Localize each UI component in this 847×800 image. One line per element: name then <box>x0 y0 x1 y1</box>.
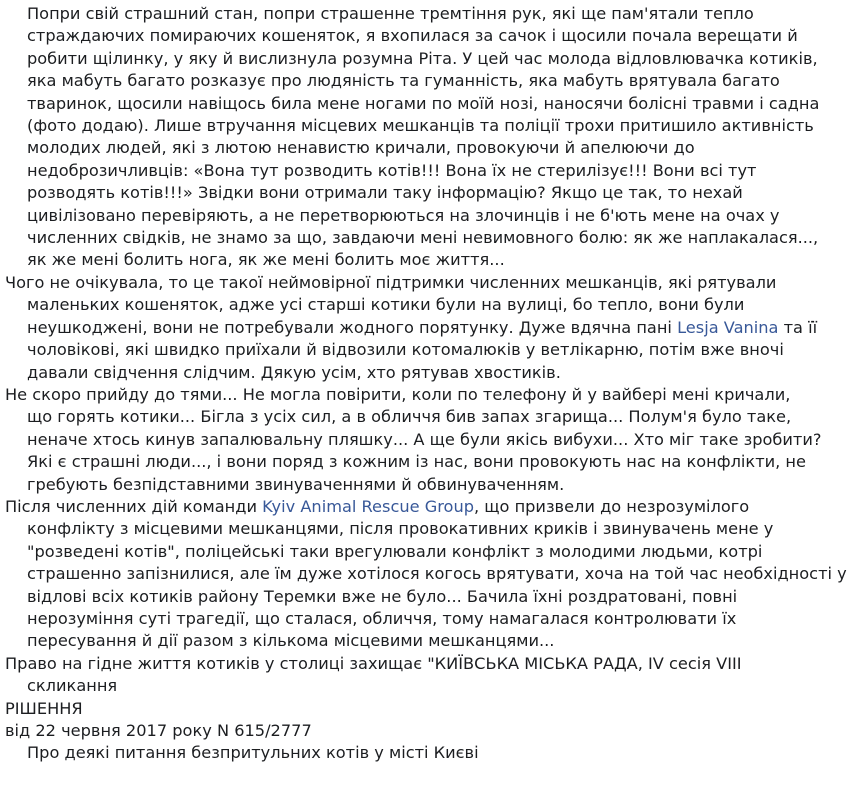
text-line <box>5 720 780 742</box>
text-segment: як же мені болить нога, як же мені болить моє життя... <box>27 250 505 270</box>
text-segment: розводять котів!!!» Звідки вони отримали таку інформацію? Якщо це так, то нехай <box>27 183 743 203</box>
text-segment: Після численних дій команди <box>5 496 263 516</box>
text-line <box>5 25 798 47</box>
text-line <box>5 339 784 361</box>
text-line <box>5 653 780 675</box>
text-segment: молодих людей, які з лютою ненавистю кричали, провокуючи й апелюючи до <box>27 138 695 158</box>
text-segment: неначе хтось кинув запалювальну пляшку... А ще були якісь вибухи... Хто міг таке зробити? <box>27 429 822 449</box>
text-segment: яка мабуть багато розказує про людяність та гуманність, яка мабуть врятувала багато <box>27 71 780 91</box>
text-line <box>5 137 780 159</box>
text-segment: неушкоджені, вони не потребували жодного порятунку. Дуже вдячна пані <box>27 317 678 337</box>
text-segment: (фото додаю). Лише втручання місцевих мешканців та поліції трохи притишило активність <box>27 116 814 136</box>
text-segment: Про деякі питання безпритульних котів у місті Києві <box>27 743 479 763</box>
text-segment: робити щілинку, у яку й вислизнула розумна Ріта. У цей час молода відловлювачка котиків, <box>27 48 818 68</box>
text-segment: конфлікту з місцевими мешканцями, після провокативних криків і звинувачень мене у <box>27 519 774 539</box>
text-line <box>5 518 780 540</box>
text-line <box>5 182 780 204</box>
text-segment: недоброзичливців: «Вона тут розводить котів!!! Вона їх не стерилізує!!! Вони всі тут <box>27 160 757 180</box>
text-line <box>5 48 818 70</box>
text-line <box>5 451 806 473</box>
text-segment: скликання <box>27 676 118 696</box>
text-line <box>5 608 780 630</box>
text-segment: тваринок, щосили навіщось била мене ногами по моїй нозі, наносячи болісні травми і садна <box>27 93 820 113</box>
text-segment: від 22 червня 2017 року N 615/2777 <box>5 721 312 740</box>
text-segment: страждаючих помираючих кошеняток, я вхопилася за сачок і щосили почала верещати й <box>27 26 798 46</box>
text-segment: Право на гідне життя котиків у столиці захищає "КИЇВСЬКА МІСЬКА РАДА, IV сесія VIII <box>5 653 742 673</box>
text-segment: Попри свій страшний стан, попри страшенне тремтіння рук, які ще пам'ятали тепло <box>27 4 754 23</box>
text-segment: маленьких кошеняток, адже усі старші котики були на вулиці, бо тепло, вони були <box>27 295 745 315</box>
text-line <box>5 362 780 384</box>
text-line <box>5 429 822 451</box>
text-line <box>5 205 780 227</box>
text-segment: , що призвели до незрозумілого <box>473 496 750 516</box>
text-segment: гребують безпідставними звинуваченнями й обвинуваченням. <box>27 474 565 494</box>
text-line <box>5 496 780 518</box>
text-line <box>5 294 780 316</box>
text-line <box>5 115 814 137</box>
text-segment: пересування й дії разом з кількома місцевими мешканцями... <box>27 631 555 651</box>
text-segment: "розведені котів", поліцейські таки врегулювали конфлікт з молодими людьми, котрі <box>27 541 763 561</box>
text-line <box>5 541 780 563</box>
text-segment: чоловікові, які швидко приїхали й відвозили котомалюків у ветлікарню, потім вже вночі <box>27 340 784 360</box>
text-segment: та її <box>778 317 818 337</box>
mention-link[interactable]: Kyiv Animal Rescue Group <box>262 496 474 516</box>
text-line <box>5 317 818 339</box>
mention-link[interactable]: Lesja Vanina <box>677 317 779 337</box>
text-line <box>5 630 780 652</box>
text-line <box>5 160 780 182</box>
text-line <box>5 698 780 720</box>
text-segment: нерозуміння суті трагедії, що сталася, обличчя, тому намагалася контролювати їх <box>27 608 737 628</box>
text-line <box>5 227 819 249</box>
text-segment: давали свідчення слідчим. Дякую усім, хто рятував хвостиків. <box>27 362 561 382</box>
text-line <box>5 3 780 25</box>
text-segment: що горять котики... Бігла з усіх сил, а в обличчя бив запах згарища... Полум'я було таке, <box>27 407 792 427</box>
text-segment: Не скоро прийду до тями... Не могла повірити, коли по телефону й у вайбері мені кричали, <box>5 384 791 404</box>
text-segment: РІШЕННЯ <box>5 698 83 718</box>
text-line <box>5 93 820 115</box>
text-line <box>5 742 780 764</box>
text-line <box>5 249 780 271</box>
text-segment: Які є страшні люди..., і вони поряд з кожним із нас, вони провокують нас на конфлікти, не <box>27 452 806 472</box>
text-line <box>5 384 791 406</box>
text-segment: відлові всіх котиків району Теремки вже не було... Бачила їхні роздратовані, повні <box>27 586 738 606</box>
text-segment: Чого не очікувала, то це такої неймовірної підтримки численних мешканців, які рятували <box>5 272 777 292</box>
text-line <box>5 474 780 496</box>
text-segment: численних свідків, не знамо за що, завдаючи мені невимовного болю: як же наплакалася..., <box>27 228 819 248</box>
post-body <box>5 3 847 765</box>
text-segment: страшенно запізнилися, але їм дуже хотілося когось врятувати, хоча на той час необхідності у <box>27 564 847 584</box>
text-segment: цивілізовано перевіряють, а не перетворюються на злочинців і не б'ють мене на очах у <box>27 205 780 225</box>
text-line <box>5 272 780 294</box>
text-line <box>5 586 780 608</box>
text-line <box>5 406 792 428</box>
text-line <box>5 70 780 92</box>
text-line <box>5 563 847 585</box>
text-line <box>5 675 780 697</box>
